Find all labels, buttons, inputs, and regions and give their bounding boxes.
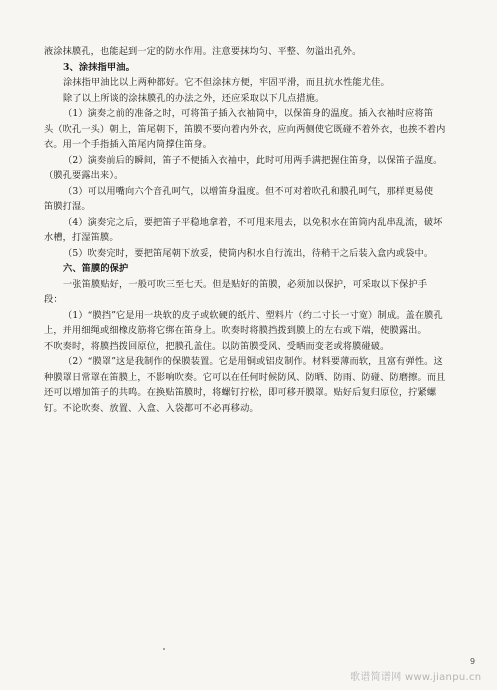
text-line: 笛膜打湿。 [44, 201, 91, 212]
list-item-membrane-guard: （1）“膜挡”它是用一块软的皮子或软硬的纸片、塑料片（约二寸长一寸宽）制成。盖在膜孔 [63, 309, 443, 321]
list-item-3: （3）可以用嘴向六个音孔呵气，以增笛身温度。但不可对着吹孔和膜孔呵气，那样更易使 [63, 185, 434, 197]
text-line: 液涂抹膜孔，也能起到一定的防水作用。注意要抹均匀、平整、勿溢出孔外。 [44, 46, 362, 57]
text-line: 衣。用一个手指插入笛尾内筒撑住笛身。 [44, 139, 213, 150]
text-line: 水槽，打湿笛膜。 [44, 232, 119, 243]
list-item-4: （4）演奏完之后，要把笛子平稳地拿着，不可甩来甩去，以免积水在笛筒内乱串乱流，破坏 [63, 216, 443, 228]
text-line: 还可以增加笛子的共鸣。在换贴笛膜时，将螺钉拧松，即可移开膜罩。贴好后复归原位，拧紧螺 [44, 387, 437, 398]
list-item-2: （2）演奏前后的瞬间，笛子不便插入衣袖中，此时可用两手满把握住笛身，以保笛子温度。 [63, 154, 443, 166]
text-line: 钉。不论吹奏、放置、入盒、入袋都可不必再移动。 [44, 402, 259, 414]
text-line: 一张笛膜贴好，一般可吹三至七天。但是贴好的笛膜，必须加以保护，可采取以下保护手 [63, 278, 428, 290]
text-line: 头（吹孔一头）朝上，笛尾朝下，笛膜不要向着内外衣，应向两侧使它既碰不着外衣，也挨不着内 [44, 123, 446, 135]
text-line: 不吹奏时，将膜挡拨回原位，把膜孔盖住。以防笛膜受风、受晒而变老或将膜碰破。 [44, 340, 390, 352]
text-line: （膜孔要露出来）。 [44, 170, 124, 181]
body-text [44, 44, 458, 416]
list-item-membrane-cover: （2）“膜罩”这是我制作的保膜装置。它是用铜或铝皮制作。材料要薄而软，且富有弹性。这 [63, 356, 443, 367]
text-line: 种膜罩日常罩在笛膜上，不影响吹奏。它可以在任何时候防风、防晒、防雨、防碰、防磨擦。而且 [44, 371, 446, 383]
text-line: 上，并用细绳或细橡皮筋将它绑在笛身上。吹奏时将膜挡拨到膜上的左右或下端，使膜露出。 [44, 325, 427, 336]
subheading-nail-polish: 3、涂抹指甲油。 [63, 61, 135, 73]
section-heading-protection: 六、笛膜的保护 [63, 263, 129, 274]
list-item-5: （5）吹奏完时，要把笛尾朝下放妥，使筒内积水自行流出，待稍干之后装入盒内或袋中。 [63, 247, 434, 259]
text-line: 涂抹指甲油比以上两种都好。它不但涂抹方便，牢固平滑，而且抗水性能尤佳。 [63, 77, 390, 88]
page-number: 9 [470, 657, 476, 666]
list-item-1: （1）演奏之前的准备之时，可将笛子插入衣袖筒中，以保笛身的温度。插入衣袖时应将笛 [63, 108, 434, 119]
scan-speck [163, 648, 165, 650]
watermark-text: 歌谱简谱网 www.jianpu.cn [350, 672, 482, 683]
text-line: 除了以上所谈的涂抹膜孔的办法之外，还应采取以下几点措施。 [63, 92, 325, 104]
text-line: 段： [44, 294, 63, 305]
